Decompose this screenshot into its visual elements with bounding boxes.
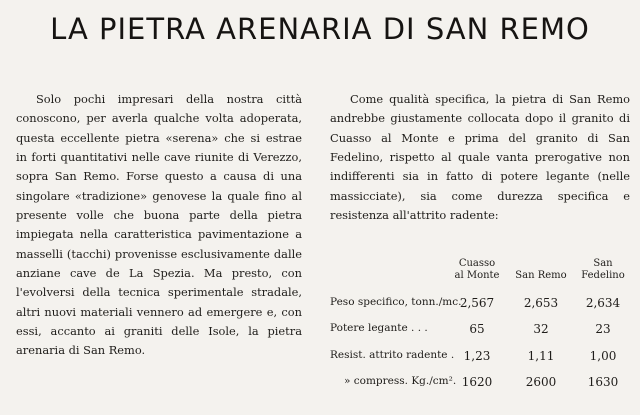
right-paragraph: Come qualità specifica, la pietra di San Remo andrebbe giustamente collocata dopo il granito di Cuasso al Monte e prima del granito di San Fedelino, rispetto al quale vanta prerogative non indifferenti sia in fatto di potere legante (nelle massicciate), sia come durezza specifica e resistenza all'attrito radente: xyxy=(330,92,630,223)
cell-value: 1,00 xyxy=(589,349,617,363)
header-sanremo-line1 xyxy=(514,258,568,270)
header-sanremo-line2: San Remo xyxy=(515,270,567,281)
row-label: » compress. Kg./cm². xyxy=(344,375,457,387)
cell-value: 2,567 xyxy=(459,296,495,310)
row-label: Resist. attrito radente . xyxy=(330,349,455,361)
table-row xyxy=(330,349,635,365)
cell-value: 1620 xyxy=(461,375,493,389)
table-row xyxy=(330,296,635,312)
row-label: Peso specifico, tonn./mc. xyxy=(330,296,462,308)
left-column xyxy=(16,90,302,361)
cell-value: 2,634 xyxy=(585,296,621,310)
cell-value: 32 xyxy=(533,322,549,336)
cell-value: 1,11 xyxy=(527,349,555,363)
header-sanremo xyxy=(514,258,568,282)
header-fedelino xyxy=(576,258,630,282)
row-label: Potere legante . . . xyxy=(330,322,428,334)
cell-value: 2600 xyxy=(525,375,557,389)
left-paragraph: Solo pochi impresari della nostra città conoscono, per averla qualche volta adoperata, questa eccellente pietra «serena» che si estrae in forti quantitativi nelle cave riunite di Verezzo, sopra San Remo. Forse questo a causa di una singolare «tradizione» genovese la quale fino al presente volle che buona parte della pietra impiegata nella caratteristica pavimentazione a masselli (tacchi) provenisse esclusivamente dalle anziane cave de La Spezia. Ma presto, con l'evolversi della tecnica sperimentale stradale, altri nuovi materiali vennero ad emergere e, con essi, accanto ai graniti delle Isole, la pietra arenaria di San Remo. xyxy=(16,92,302,358)
cell-value: 1630 xyxy=(587,375,619,389)
header-cuasso xyxy=(450,258,504,282)
article-title: LA PIETRA ARENARIA DI SAN REMO xyxy=(50,12,590,46)
cell-value: 65 xyxy=(469,322,485,336)
header-cuasso-line2: al Monte xyxy=(454,270,500,281)
cell-value: 2,653 xyxy=(523,296,559,310)
header-fedelino-line1: San xyxy=(593,258,613,269)
cell-value: 1,23 xyxy=(463,349,491,363)
header-cuasso-line1: Cuasso xyxy=(458,258,496,269)
right-column xyxy=(330,90,630,225)
table-row xyxy=(330,375,635,391)
table-row xyxy=(330,322,635,338)
cell-value: 23 xyxy=(595,322,611,336)
header-fedelino-line2: Fedelino xyxy=(581,270,625,281)
